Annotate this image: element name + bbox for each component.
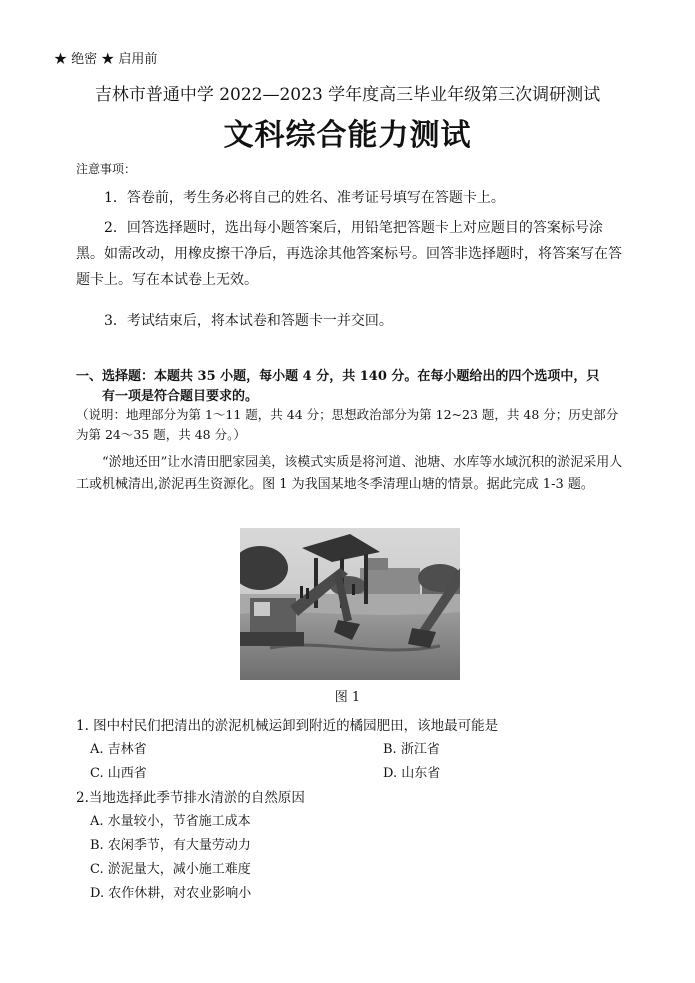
question-1-option-c: C. 山西省 <box>90 766 147 781</box>
material-intro: “淤地还田”让水清田肥家园美，该模式实质是将河道、池塘、水库等水域沉积的淤泥采用人工或机械清出,淤泥再生资源化。图 1 为我国某地冬季清理山塘的情景。据此完成 1-3 题。 <box>76 455 623 492</box>
figure-1-photo <box>240 528 460 680</box>
exam-subtitle: 吉林市普通中学 2022—2023 学年度高三毕业年级第三次调研测试 <box>94 85 601 105</box>
note-item-1: 1．答卷前，考生务必将自己的姓名、准考证号填写在答题卡上。 <box>104 190 505 206</box>
question-2-option-c: C. 淤泥量大，减小施工难度 <box>90 862 251 877</box>
exam-title: 文科综合能力测试 <box>223 118 472 153</box>
section-explanation: （说明：地理部分为第 1～11 题，共 44 分；思想政治部分为第 12~23 题，共 48 分；历史部分为第 24～35 题，共 48 分。） <box>76 407 619 442</box>
note-item-2: 2．回答选择题时，选出每小题答案后，用铅笔把答题卡上对应题目的答案标号涂黑。如需改动，用橡皮擦干净后，再选涂其他答案标号。回答非选择题时，将答案写在答题卡上。写在本试卷上无效。 <box>76 220 622 288</box>
question-2-option-a: A. 水量较小，节省施工成本 <box>90 814 251 829</box>
question-2-option-b: B. 农闲季节，有大量劳动力 <box>90 838 251 853</box>
question-2-stem: 2.当地选择此季节排水清淤的自然原因 <box>76 790 305 806</box>
section-heading <box>76 367 624 407</box>
excavator-pond-illustration <box>240 528 460 680</box>
section-heading-line2: 有一项是符合题目要求的。 <box>102 389 259 404</box>
question-1-stem: 1. 图中村民们把清出的淤泥机械运卸到附近的橘园肥田，该地最可能是 <box>76 718 499 734</box>
question-2-option-d: D. 农作休耕，对农业影响小 <box>90 886 252 901</box>
figure-caption: 图 1 <box>334 690 361 705</box>
note-item-3: 3．考试结束后，将本试卷和答题卡一并交回。 <box>104 313 393 329</box>
section-heading-line1: 一、选择题：本题共 35 小题，每小题 4 分，共 140 分。在每小题给出的四个选项中，只 <box>76 369 600 384</box>
question-1-option-a: A. 吉林省 <box>90 742 147 757</box>
question-1-option-d: D. 山东省 <box>383 766 441 781</box>
notes-heading: 注意事项： <box>76 162 137 176</box>
secret-mark: ★ 绝密 ★ 启用前 <box>54 52 158 67</box>
question-1-option-b: B. 浙江省 <box>383 742 440 757</box>
